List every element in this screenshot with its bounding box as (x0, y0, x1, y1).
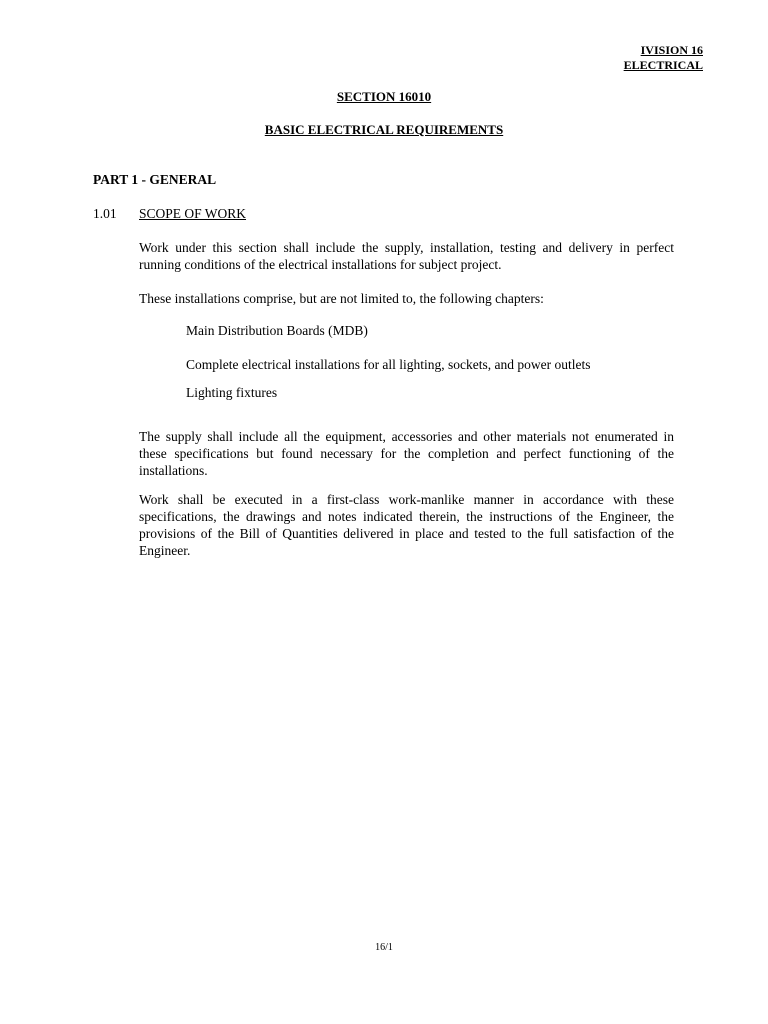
chapter-item: Lighting fixtures (186, 385, 278, 400)
paragraph: Work under this section shall include the supply, installation, testing and delivery in perfect running conditions of the electrical installations for subject project. (139, 240, 674, 272)
section-title: BASIC ELECTRICAL REQUIREMENTS (264, 122, 504, 137)
article-number: 1.01 (93, 206, 117, 221)
article-title: SCOPE OF WORK (139, 206, 247, 221)
part-heading: PART 1 - GENERAL (93, 172, 217, 187)
division-label: IVISION 16 (640, 43, 703, 57)
chapter-item: Main Distribution Boards (MDB) (186, 323, 368, 338)
discipline-label: ELECTRICAL (623, 58, 703, 72)
article-heading (93, 206, 246, 222)
page-number: 16/1 (375, 942, 393, 953)
division-header (624, 43, 703, 73)
chapter-item: Complete electrical installations for all lighting, sockets, and power outlets (186, 357, 591, 372)
paragraph: Work shall be executed in a first-class work-manlike manner in accordance with these specifications, the drawings and notes indicated therein, the instructions of the Engineer, the provisions of the Bill of Quantities delivered in place and tested to the full satisfaction of the Engineer. (139, 492, 674, 558)
paragraph: These installations comprise, but are not limited to, the following chapters: (139, 291, 544, 306)
section-number: SECTION 16010 (336, 89, 432, 104)
paragraph: The supply shall include all the equipment, accessories and other materials not enumerated in these specifications but found necessary for the completion and perfect functioning of the installations. (139, 429, 674, 478)
